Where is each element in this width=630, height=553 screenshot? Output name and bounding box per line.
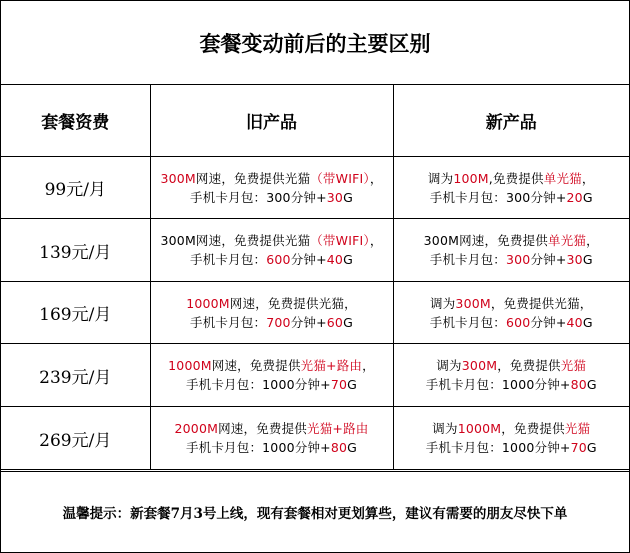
price-cell: 99元/月	[1, 157, 150, 219]
price-cell: 239元/月	[1, 344, 150, 407]
old-product-cell: 1000M网速，免费提供光猫+路由， 手机卡月包：1000分钟+70G	[150, 344, 393, 407]
header-new: 新产品	[393, 85, 629, 157]
old-product-cell: 300M网速，免费提供光猫（带WIFI）， 手机卡月包：600分钟+40G	[150, 219, 393, 282]
new-product-cell: 调为100M,免费提供单光猫， 手机卡月包：300分钟+20G	[393, 157, 629, 219]
table-row	[1, 219, 629, 282]
table-row	[1, 344, 629, 407]
header-fee: 套餐资费	[1, 85, 150, 157]
table-row	[1, 157, 629, 219]
old-product-cell: 2000M网速，免费提供光猫+路由 手机卡月包：1000分钟+80G	[150, 407, 393, 470]
new-product-cell: 调为300M，免费提供光猫， 手机卡月包：600分钟+40G	[393, 282, 629, 344]
header-old: 旧产品	[150, 85, 393, 157]
table-row	[1, 282, 629, 344]
old-product-cell: 1000M网速，免费提供光猫， 手机卡月包：700分钟+60G	[150, 282, 393, 344]
footer-tip: 温馨提示：新套餐7月3号上线，现有套餐相对更划算些，建议有需要的朋友尽快下单	[1, 471, 629, 552]
page-title: 套餐变动前后的主要区别	[1, 1, 629, 85]
price-cell: 269元/月	[1, 407, 150, 470]
new-product-cell: 300M网速，免费提供单光猫， 手机卡月包：300分钟+30G	[393, 219, 629, 282]
header-row	[1, 85, 629, 157]
price-cell: 169元/月	[1, 282, 150, 344]
price-cell: 139元/月	[1, 219, 150, 282]
comparison-table	[1, 85, 629, 470]
new-product-cell: 调为1000M，免费提供光猫 手机卡月包：1000分钟+70G	[393, 407, 629, 470]
table-row	[1, 407, 629, 470]
old-product-cell: 300M网速，免费提供光猫（带WIFI）， 手机卡月包：300分钟+30G	[150, 157, 393, 219]
new-product-cell: 调为300M，免费提供光猫 手机卡月包：1000分钟+80G	[393, 344, 629, 407]
